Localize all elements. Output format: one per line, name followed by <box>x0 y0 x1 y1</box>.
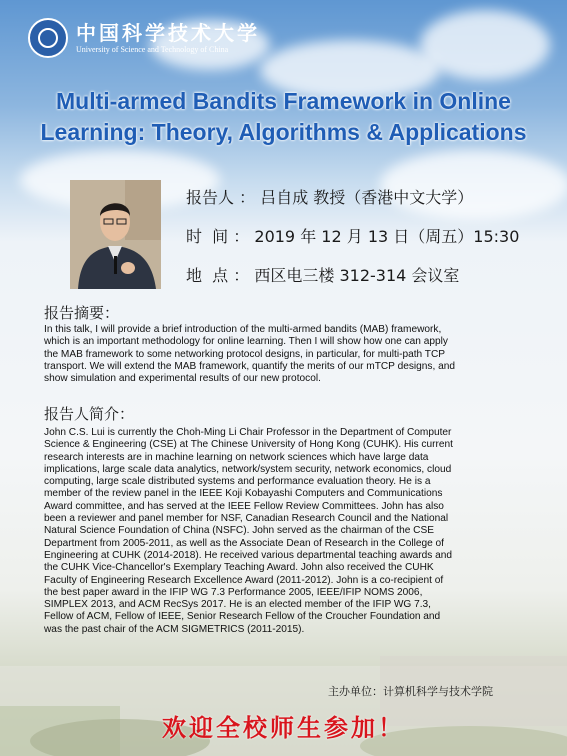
talk-title-line-1: Multi-armed Bandits Framework in Online <box>56 88 511 114</box>
bio-line: computing, large scale distributed systems and performance evaluation theory. He is a <box>44 476 431 488</box>
speaker-photo <box>70 180 161 289</box>
bio-line: the best paper award in the IFIP WG 7.3 Performance 2005, IEEE/IFIP NOMS 2006, <box>44 586 423 598</box>
bio-line: been a reviewer and panel member for NSF, Canadian Research Council and the National <box>44 513 449 525</box>
cloud <box>420 10 550 80</box>
place-value: 西区电三楼 312-314 会议室 <box>254 266 460 285</box>
place-line <box>186 266 459 286</box>
abstract-line: the MAB framework to some networking protocol designs, in particular, for multi-path TCP <box>44 348 446 360</box>
university-name-cn: 中国科学技术大学 <box>76 21 260 45</box>
bio-line: member of the review panel in the IEEE Koji Kobayashi Computers and Communications <box>44 488 443 500</box>
bio-line: Engineering at CUHK (2014-2018). He received various departmental teaching awards and <box>44 549 453 561</box>
welcome-banner: 欢迎全校师生参加！ <box>162 713 405 742</box>
bio-line: was the past chair of the ACM SIGMETRICS (2011-2015). <box>44 623 305 635</box>
bio-heading: 报告人简介： <box>44 405 135 423</box>
bio-line: implications, large scale data analytics, network/system security, network economics, cloud <box>44 463 452 475</box>
bio-line: John C.S. Lui is currently the Choh-Ming Li Chair Professor in the Department of Computer <box>44 427 452 438</box>
abstract-text <box>44 324 530 385</box>
speaker-line <box>186 188 473 208</box>
organizer-text: 主办单位：计算机科学与技术学院 <box>328 685 493 698</box>
bio-text <box>44 427 530 636</box>
talk-title-line-2: Learning: Theory, Algorithms & Applications <box>40 119 527 145</box>
time-line <box>186 227 519 247</box>
bio-line: Department from 2005-2011, as well as the Associate Dean of Research in the College of <box>44 537 444 549</box>
abstract-line: show simulation and experimental results of our new protocol. <box>44 373 321 385</box>
bio-line: Award committee, and has served at the IEEE Fellow Review Committees. John has also <box>44 500 444 512</box>
university-header <box>28 16 260 60</box>
bio-line: Faculty of Engineering Research Excellence Award (2011-2012). John is a co-recipient of <box>44 574 444 586</box>
abstract-heading: 报告摘要： <box>44 304 120 322</box>
speaker-silhouette-icon <box>70 180 161 289</box>
bio-line: Natural Science Foundation of China (NSFC). John served as the chairman of the CSE <box>44 525 435 537</box>
cloud <box>380 150 567 220</box>
time-label: 时 间 <box>186 227 229 246</box>
bio-line: Science & Engineering (CSE) at The Chinese University of Hong Kong (CUHK). His current <box>44 439 453 451</box>
speaker-label: 报告人 <box>186 188 235 207</box>
place-colon: ： <box>233 266 250 285</box>
university-name-en: University of Science and Technology of China <box>76 45 229 54</box>
bio-line: Fellow of ACM, Fellow of IEEE, Senior Research Fellow of the Croucher Foundation and <box>44 611 441 623</box>
speaker-value: 吕自成 教授（香港中文大学） <box>260 188 474 207</box>
bio-line: SIMPLEX 2013, and ACM RecSys 2017. He is an elected member of the IFIP WG 7.3, <box>44 599 431 611</box>
abstract-line: transport. We will extend the MAB framework, quantify the merits of our mTCP designs, and <box>44 360 455 372</box>
place-label: 地 点 <box>186 266 229 285</box>
bio-line: the CUHK Vice-Chancellor's Exemplary Teaching Award. John also received the CUHK <box>44 562 434 574</box>
time-value: 2019 年 12 月 13 日（周五）15:30 <box>254 227 520 246</box>
university-logo-icon <box>28 18 68 58</box>
bio-line: research interests are in machine learning on network sciences which have large data <box>44 451 429 463</box>
abstract-line: which is an important methodology for online learning. Then I will show how one can apply <box>44 336 448 348</box>
time-colon: ： <box>233 227 250 246</box>
talk-title <box>0 86 567 148</box>
university-name <box>76 21 260 55</box>
speaker-colon: ： <box>239 188 256 207</box>
abstract-line: In this talk, I will provide a brief introduction of the multi-armed bandits (MAB) framework, <box>44 324 442 335</box>
